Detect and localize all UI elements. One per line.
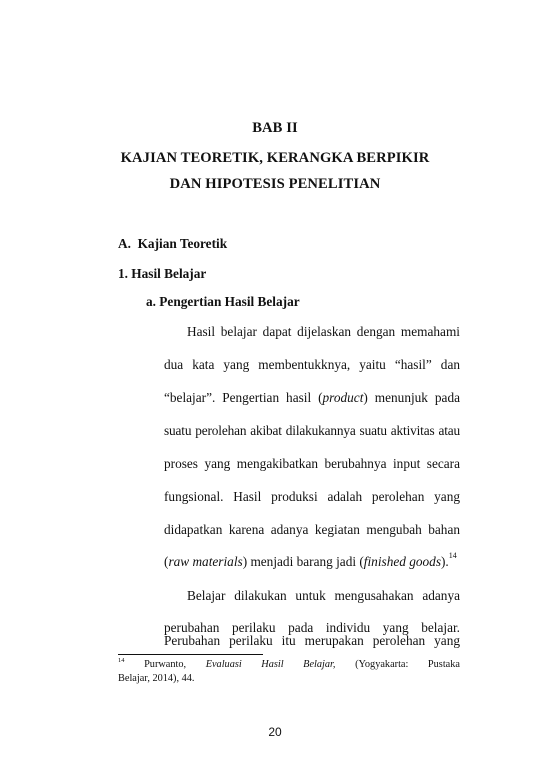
paragraph-line: Hasil belajar dapat dijelaskan dengan memahami bbox=[187, 324, 460, 339]
text-span: Purwanto, bbox=[124, 659, 206, 670]
paragraph-line: proses yang mengakibatkan berubahnya input secara bbox=[164, 456, 460, 471]
subsection-heading: 1. Hasil Belajar bbox=[118, 266, 207, 281]
italic-term: raw materials bbox=[168, 554, 243, 569]
footnote-line: Belajar, 2014), 44. bbox=[118, 673, 195, 684]
text-span: ) menjadi barang jadi ( bbox=[242, 554, 364, 569]
paragraph-line: Belajar dilakukan untuk mengusahakan adanya bbox=[187, 588, 460, 603]
book-title: Evaluasi Hasil Belajar, bbox=[205, 659, 336, 670]
footnote-number: 14 bbox=[118, 657, 125, 664]
text-span: ( bbox=[164, 554, 169, 569]
footnote-separator bbox=[118, 654, 263, 655]
paragraph-line: suatu perolehan akibat dilakukannya suatu aktivitas atau bbox=[164, 423, 460, 438]
paragraph-line: Perubahan perilaku itu merupakan perolehan yang bbox=[164, 633, 460, 648]
italic-term: finished goods bbox=[363, 554, 441, 569]
paragraph-line: didapatkan karena adanya kegiatan mengubah bahan bbox=[164, 522, 460, 537]
chapter-title-line-1: KAJIAN TEORETIK, KERANGKA BERPIKIR bbox=[120, 150, 430, 166]
subsubsection-heading: a. Pengertian Hasil Belajar bbox=[146, 294, 300, 309]
text-span: (Yogyakarta: Pustaka bbox=[335, 659, 460, 670]
section-heading: A. Kajian Teoretik bbox=[118, 236, 228, 251]
paragraph-line: perubahan perilaku pada individu yang belajar. bbox=[164, 620, 460, 635]
page-number: 20 bbox=[268, 725, 282, 739]
footnote-line bbox=[118, 659, 460, 670]
text-span: ) menunjuk pada bbox=[363, 390, 460, 405]
paragraph-line bbox=[164, 551, 460, 570]
text-span: “belajar”. Pengertian hasil ( bbox=[164, 390, 323, 405]
footnote-reference: 14 bbox=[448, 551, 457, 560]
italic-term: product bbox=[322, 390, 364, 405]
paragraph-line: fungsional. Hasil produksi adalah perolehan yang bbox=[164, 489, 460, 504]
chapter-title-line-2: DAN HIPOTESIS PENELITIAN bbox=[169, 176, 381, 192]
paragraph-line: dua kata yang membentukknya, yaitu “hasil” dan bbox=[164, 357, 460, 372]
chapter-number: BAB II bbox=[252, 120, 298, 136]
text-span: ). bbox=[441, 554, 449, 569]
paragraph-line bbox=[164, 390, 460, 406]
